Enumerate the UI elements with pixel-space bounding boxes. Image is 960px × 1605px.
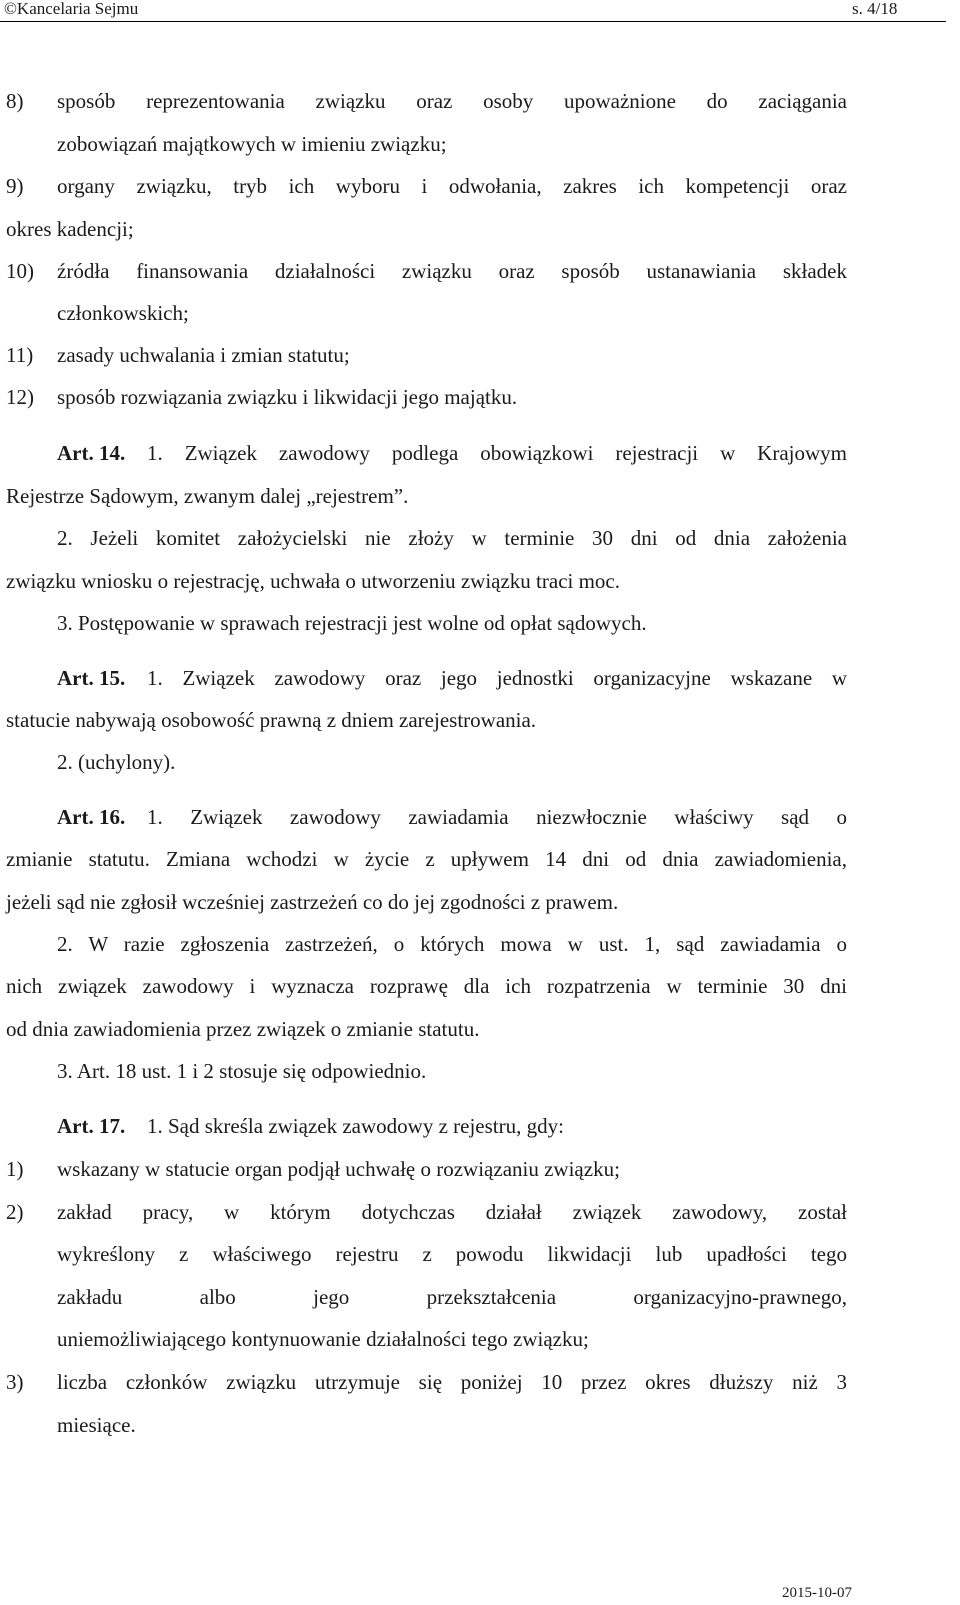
list-item-number: 2) <box>6 1200 24 1224</box>
page-header <box>0 0 960 24</box>
paragraph-text: Rejestrze Sądowym, zwanym dalej „rejestrem”. <box>6 484 409 508</box>
list-item-text: źródła finansowania działalności związku oraz sposób ustanawiania składek <box>57 259 847 283</box>
footer-date: 2015-10-07 <box>782 1585 852 1601</box>
list-item-text: sposób rozwiązania związku i likwidacji jego majątku. <box>57 385 518 409</box>
page-number: s. 4/18 <box>852 0 898 18</box>
paragraph-text: 2. Jeżeli komitet założycielski nie złoży w terminie 30 dni od dnia założenia <box>57 526 847 550</box>
list-item-text: zobowiązań majątkowych w imieniu związku; <box>57 132 447 156</box>
list-item-text: organy związku, tryb ich wyboru i odwołania, zakres ich kompetencji oraz <box>57 174 847 198</box>
article-heading: Art. 16. <box>57 805 126 829</box>
paragraph-text: 1. Związek zawodowy oraz jego jednostki organizacyjne wskazane w <box>147 666 847 690</box>
list-item-text: członkowskich; <box>57 301 189 325</box>
list-item-text: okres kadencji; <box>6 217 134 241</box>
list-item-text: zakładu albo jego przekształcenia organizacyjno-prawnego, <box>57 1285 847 1309</box>
list-item-number: 8) <box>6 89 24 113</box>
list-item-number: 1) <box>6 1157 24 1181</box>
paragraph-text: 1. Związek zawodowy zawiadamia niezwłocznie właściwy sąd o <box>147 805 847 829</box>
list-item-number: 9) <box>6 174 24 198</box>
header-rule <box>0 21 946 22</box>
list-item-number: 11) <box>6 343 34 367</box>
paragraph-text: 2. W razie zgłoszenia zastrzeżeń, o których mowa w ust. 1, sąd zawiadamia o <box>57 932 847 956</box>
paragraph-text: 1. Sąd skreśla związek zawodowy z rejestru, gdy: <box>147 1114 564 1138</box>
list-item-text: sposób reprezentowania związku oraz osoby upoważnione do zaciągania <box>57 89 847 113</box>
paragraph-text: związku wniosku o rejestrację, uchwała o utworzeniu związku traci moc. <box>6 569 621 593</box>
paragraph-text: nich związek zawodowy i wyznacza rozprawę dla ich rozpatrzenia w terminie 30 dni <box>6 974 847 998</box>
paragraph-text: 2. (uchylony). <box>57 750 176 774</box>
paragraph-text: 3. Art. 18 ust. 1 i 2 stosuje się odpowiednio. <box>57 1059 427 1083</box>
list-item-text: liczba członków związku utrzymuje się poniżej 10 przez okres dłuższy niż 3 <box>57 1370 847 1394</box>
list-item-number: 12) <box>6 385 34 409</box>
article-heading: Art. 17. <box>57 1114 126 1138</box>
list-item-text: miesiące. <box>57 1413 136 1437</box>
paragraph-text: zmianie statutu. Zmiana wchodzi w życie z upływem 14 dni od dnia zawiadomienia, <box>6 847 847 871</box>
paragraph-text: jeżeli sąd nie zgłosił wcześniej zastrzeżeń co do jej zgodności z prawem. <box>6 890 619 914</box>
list-item-text: zasady uchwalania i zmian statutu; <box>57 343 350 367</box>
list-item-text: wykreślony z właściwego rejestru z powodu likwidacji lub upadłości tego <box>57 1242 847 1266</box>
paragraph-text: 1. Związek zawodowy podlega obowiązkowi rejestracji w Krajowym <box>147 441 847 465</box>
article-heading: Art. 15. <box>57 666 126 690</box>
paragraph-text: 3. Postępowanie w sprawach rejestracji jest wolne od opłat sądowych. <box>57 611 647 635</box>
list-item-text: wskazany w statucie organ podjął uchwałę o rozwiązaniu związku; <box>57 1157 620 1181</box>
list-item-number: 10) <box>6 259 34 283</box>
list-item-text: zakład pracy, w którym dotychczas działał związek zawodowy, został <box>57 1200 847 1224</box>
article-heading: Art. 14. <box>57 441 126 465</box>
list-item-text: uniemożliwiającego kontynuowanie działalności tego związku; <box>57 1327 589 1351</box>
paragraph-text: od dnia zawiadomienia przez związek o zmianie statutu. <box>6 1017 480 1041</box>
paragraph-text: statucie nabywają osobowość prawną z dniem zarejestrowania. <box>6 708 537 732</box>
header-source: ©Kancelaria Sejmu <box>4 0 139 18</box>
list-item-number: 3) <box>6 1370 24 1394</box>
